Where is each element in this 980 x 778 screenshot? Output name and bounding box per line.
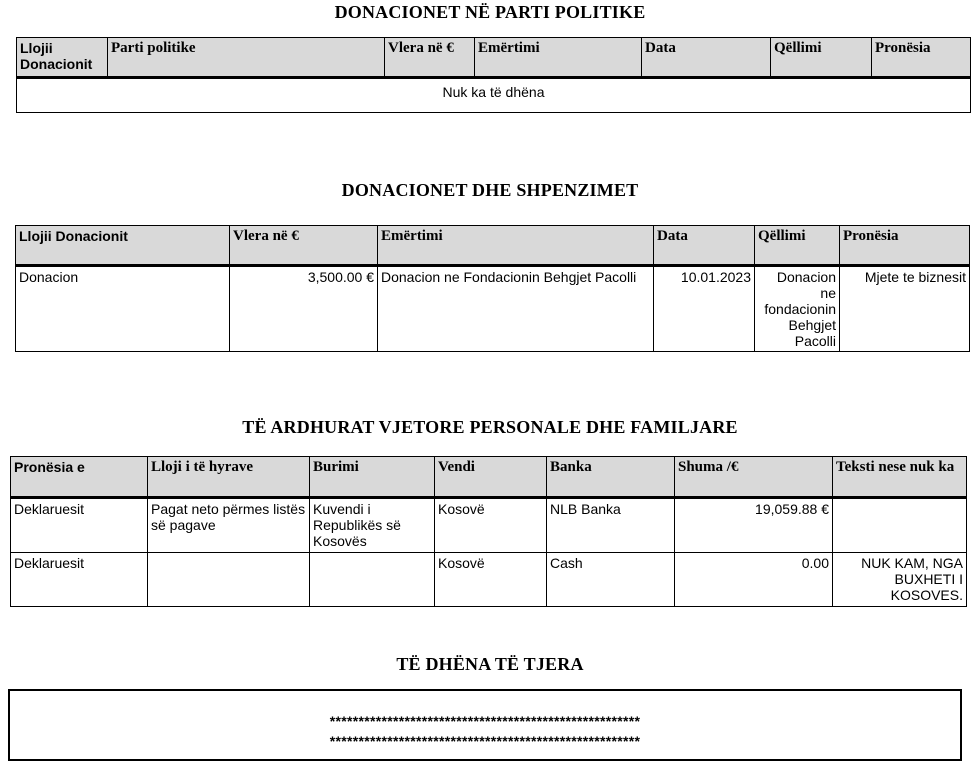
table-header-row [17, 38, 971, 78]
column-header: Emërtimi [378, 226, 654, 266]
donation-value: 3,500.00 € [230, 266, 378, 352]
other-data-line: ****************************************************** [329, 733, 641, 749]
column-header: Banka [547, 457, 675, 498]
empty-message: Nuk ka të dhëna [17, 78, 971, 113]
donation-ownership: Mjete te biznesit [840, 266, 970, 352]
table-row [16, 266, 970, 352]
donation-name: Donacion ne Fondacionin Behgjet Pacolli [378, 266, 654, 352]
income-bank: Cash [547, 553, 675, 607]
donation-purpose: Donacion ne fondacionin Behgjet Pacolli [755, 266, 840, 352]
column-header: Vlera në € [385, 38, 475, 78]
column-header: Emërtimi [475, 38, 642, 78]
income-note [833, 498, 967, 553]
income-type: Pagat neto përmes listës së pagave [148, 498, 310, 553]
income-note: NUK KAM, NGA BUXHETI I KOSOVES. [833, 553, 967, 607]
income-owner: Deklaruesit [11, 498, 148, 553]
income-source [310, 553, 435, 607]
column-header: Qëllimi [771, 38, 872, 78]
income-country: Kosovë [435, 498, 547, 553]
column-header: Pronësia e [11, 457, 148, 498]
other-data-title: TË DHËNA TË TJERA [396, 654, 584, 674]
income-country: Kosovë [435, 553, 547, 607]
annual-income-title: TË ARDHURAT VJETORE PERSONALE DHE FAMILJARE [242, 417, 738, 437]
table-row [11, 553, 967, 607]
column-header: Vlera në € [230, 226, 378, 266]
income-bank: NLB Banka [547, 498, 675, 553]
income-amount: 0.00 [675, 553, 833, 607]
column-header: Burimi [310, 457, 435, 498]
income-owner: Deklaruesit [11, 553, 148, 607]
table-row [17, 78, 971, 113]
income-type [148, 553, 310, 607]
party-donations-table [16, 37, 971, 113]
annual-income-table [10, 456, 967, 607]
column-header: Teksti nese nuk ka [833, 457, 967, 498]
column-header: Data [654, 226, 755, 266]
column-header: Pronësia [872, 38, 971, 78]
donations-expenses-title: DONACIONET DHE SHPENZIMET [341, 180, 639, 200]
other-data-line: ****************************************************** [329, 713, 641, 729]
income-amount: 19,059.88 € [675, 498, 833, 553]
income-source: Kuvendi i Republikës së Kosovës [310, 498, 435, 553]
column-header: Shuma /€ [675, 457, 833, 498]
column-header: Vendi [435, 457, 547, 498]
party-donations-title: DONACIONET NË PARTI POLITIKE [334, 2, 646, 22]
column-header: Qëllimi [755, 226, 840, 266]
table-header-row [11, 457, 967, 498]
donation-type: Donacion [16, 266, 230, 352]
table-header-row [16, 226, 970, 266]
column-header: Pronësia [840, 226, 970, 266]
column-header: Parti politike [108, 38, 385, 78]
table-row [11, 498, 967, 553]
column-header: Lloji i të hyrave [148, 457, 310, 498]
donation-date: 10.01.2023 [654, 266, 755, 352]
donations-expenses-table [15, 225, 970, 352]
other-data-box [8, 689, 962, 761]
column-header: Data [642, 38, 771, 78]
column-header: Llojii Donacionit [17, 38, 108, 78]
column-header: Llojii Donacionit [16, 226, 230, 266]
